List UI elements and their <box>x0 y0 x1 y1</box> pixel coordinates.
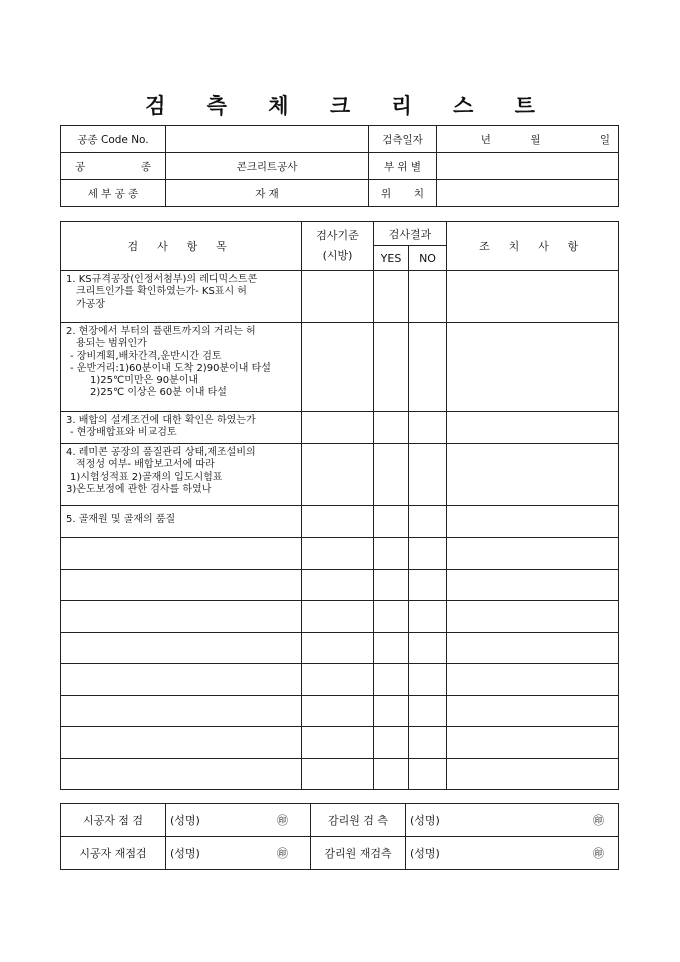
header-row-code <box>61 126 619 153</box>
empty-row <box>61 758 619 790</box>
item-3-action[interactable] <box>447 412 619 444</box>
item-5-text: 5. 골재원 및 골재의 품질 <box>61 506 302 538</box>
location-label: 위 치 <box>369 180 437 207</box>
inspection-date-label: 검측일자 <box>369 126 437 153</box>
item-5-yes[interactable] <box>374 506 409 538</box>
code-label: 공종 Code No. <box>61 126 166 153</box>
contractor-inspect-name[interactable]: (성명) <box>166 804 232 837</box>
item-3-yes[interactable] <box>374 412 409 444</box>
item-3-no[interactable] <box>409 412 447 444</box>
item-3-text: 3. 배합의 설계조건에 대한 확인은 하였는가 - 현장배합표와 비교검토 <box>61 412 302 444</box>
part-label: 부 위 별 <box>369 153 437 180</box>
inspection-date-field[interactable] <box>437 126 619 153</box>
location-value[interactable] <box>437 180 619 207</box>
contractor-inspect-seal[interactable]: ㊞ <box>232 804 311 837</box>
header-row-work-type <box>61 153 619 180</box>
item-2-yes[interactable] <box>374 323 409 412</box>
contractor-reinspect-name[interactable]: (성명) <box>166 837 232 870</box>
supervisor-inspect-name[interactable]: (성명) <box>406 804 471 837</box>
supervisor-inspect-seal[interactable]: ㊞ <box>471 804 619 837</box>
item-1-no[interactable] <box>409 271 447 323</box>
item-1-yes[interactable] <box>374 271 409 323</box>
supervisor-reinspect-name[interactable]: (성명) <box>406 837 471 870</box>
work-type-value[interactable]: 콘크리트공사 <box>166 153 369 180</box>
supervisor-reinspect-label: 감리원 재검측 <box>311 837 406 870</box>
header-info-table <box>60 125 619 207</box>
code-value[interactable] <box>166 126 369 153</box>
signature-table <box>60 803 619 870</box>
date-day: 일 <box>599 133 611 146</box>
item-1-text: 1. KS규격공장(인정서첨부)의 레디믹스트콘 크리트인가를 확인하였는가- KS표시 허 가공장 <box>61 271 302 323</box>
empty-row <box>61 727 619 759</box>
signature-row-2 <box>61 837 619 870</box>
col-header-yes: YES <box>374 246 409 271</box>
table-row <box>61 444 619 506</box>
detail-type-label: 세 부 공 종 <box>61 180 166 207</box>
date-year: 년 <box>480 133 491 146</box>
item-2-standard[interactable] <box>302 323 374 412</box>
table-row <box>61 323 619 412</box>
part-value[interactable] <box>437 153 619 180</box>
item-5-action[interactable] <box>447 506 619 538</box>
supervisor-inspect-label: 감리원 검 측 <box>311 804 406 837</box>
date-month: 월 <box>530 133 541 146</box>
item-2-no[interactable] <box>409 323 447 412</box>
item-5-no[interactable] <box>409 506 447 538</box>
item-4-action[interactable] <box>447 444 619 506</box>
empty-row <box>61 601 619 633</box>
contractor-inspect-label: 시공자 점 검 <box>61 804 166 837</box>
work-type-label: 공 종 <box>61 153 166 180</box>
item-4-standard[interactable] <box>302 444 374 506</box>
empty-row <box>61 664 619 696</box>
item-1-action[interactable] <box>447 271 619 323</box>
contractor-reinspect-label: 시공자 재점검 <box>61 837 166 870</box>
item-5-standard[interactable] <box>302 506 374 538</box>
col-header-action: 조 치 사 항 <box>447 222 619 271</box>
signature-row-1 <box>61 804 619 837</box>
table-row <box>61 271 619 323</box>
empty-row <box>61 569 619 601</box>
col-header-result: 검사결과 <box>374 222 447 246</box>
col-header-standard: 검사기준 (시방) <box>302 222 374 271</box>
page-title: 검 측 체 크 리 스 트 <box>145 93 552 118</box>
item-4-text: 4. 레미콘 공장의 품질관리 상태,제조설비의 적정성 여부- 배합보고서에 따라 1)시험성적표 2)골재의 입도시험표 3)온도보정에 관한 검사를 하였나 <box>61 444 302 506</box>
empty-row <box>61 632 619 664</box>
empty-row <box>61 538 619 570</box>
empty-row <box>61 695 619 727</box>
item-2-action[interactable] <box>447 323 619 412</box>
header-row-detail <box>61 180 619 207</box>
detail-type-value[interactable]: 자 재 <box>166 180 369 207</box>
item-3-standard[interactable] <box>302 412 374 444</box>
item-4-no[interactable] <box>409 444 447 506</box>
col-header-no: NO <box>409 246 447 271</box>
supervisor-reinspect-seal[interactable]: ㊞ <box>471 837 619 870</box>
contractor-reinspect-seal[interactable]: ㊞ <box>232 837 311 870</box>
col-header-item: 검 사 항 목 <box>61 222 302 271</box>
item-4-yes[interactable] <box>374 444 409 506</box>
item-1-standard[interactable] <box>302 271 374 323</box>
table-row <box>61 506 619 538</box>
table-row <box>61 412 619 444</box>
item-2-text: 2. 현장에서 부터의 플랜트까지의 거리는 허 용되는 범위인가 - 장비계획,배차간격,운반시간 검토 - 운반거리:1)60분이내 도착 2)90분이내 타설 1)25℃미만은 90분이내 2)25℃ 이상은 60분 이내 타설 <box>61 323 302 412</box>
checklist-table <box>60 221 619 790</box>
